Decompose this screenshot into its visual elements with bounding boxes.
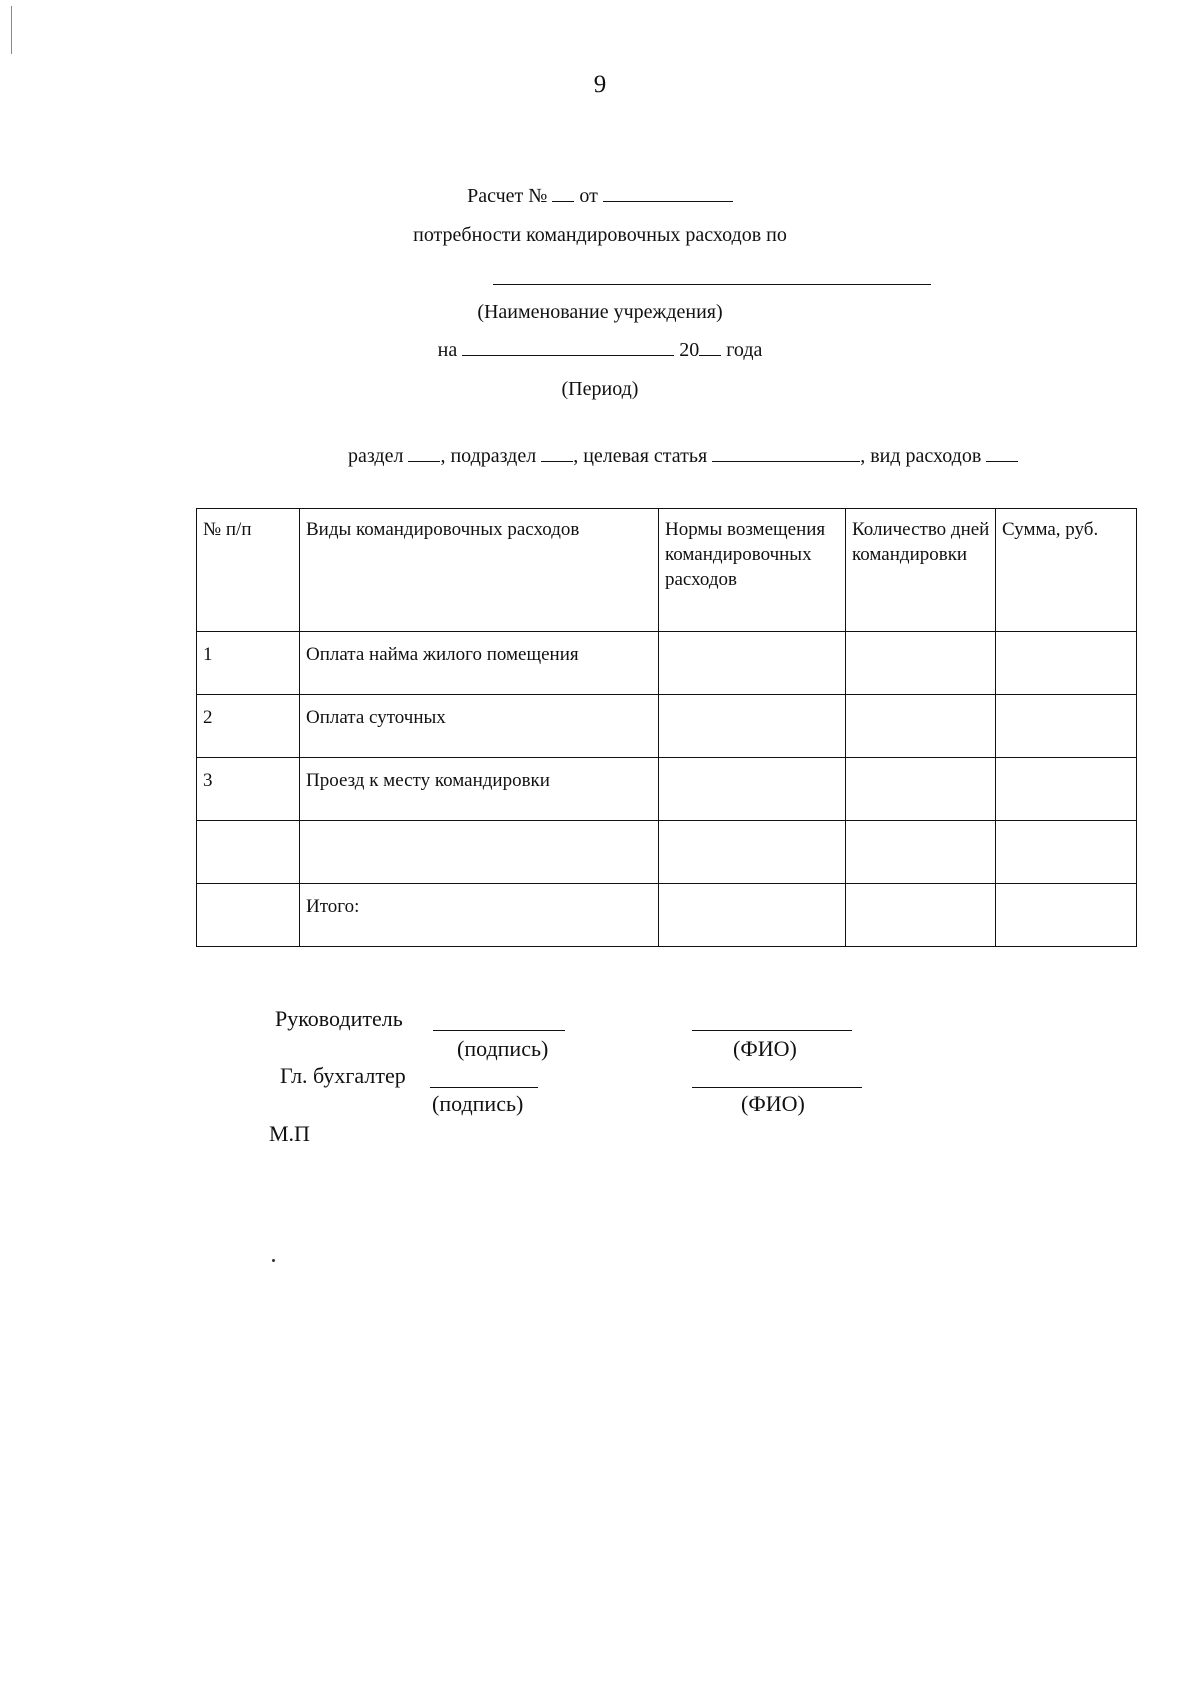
target-article-field[interactable] bbox=[712, 446, 860, 462]
column-header-days: Количество дней командировки bbox=[846, 509, 996, 632]
page-number: 9 bbox=[593, 71, 607, 98]
row-days-cell[interactable] bbox=[846, 632, 996, 695]
scan-edge-mark bbox=[11, 6, 12, 54]
column-header-expense-type: Виды командировочных расходов bbox=[300, 509, 659, 632]
column-header-number: № п/п bbox=[197, 509, 300, 632]
period-line bbox=[0, 340, 1200, 360]
calculation-title bbox=[0, 186, 1200, 206]
institution-name-field[interactable] bbox=[493, 284, 931, 285]
head-label: Руководитель bbox=[275, 1006, 403, 1031]
head-signature-field[interactable] bbox=[433, 1030, 565, 1031]
accountant-signature-caption: (подпись) bbox=[432, 1091, 524, 1116]
accountant-label: Гл. бухгалтер bbox=[280, 1063, 406, 1088]
total-amount-cell[interactable] bbox=[996, 884, 1137, 947]
period-prefix: на bbox=[437, 339, 458, 361]
budget-classification-line bbox=[348, 446, 1018, 466]
column-header-norms: Нормы возмещения командировочных расходов bbox=[659, 509, 846, 632]
section-field[interactable] bbox=[408, 446, 440, 462]
total-row-number bbox=[197, 884, 300, 947]
stamp-label: М.П bbox=[269, 1121, 310, 1146]
accountant-signature-field[interactable] bbox=[430, 1087, 538, 1088]
accountant-name-field[interactable] bbox=[692, 1087, 862, 1088]
row-expense-type: Оплата суточных bbox=[300, 695, 659, 758]
total-days-cell[interactable] bbox=[846, 884, 996, 947]
table-row bbox=[197, 632, 1137, 695]
calculation-number-field[interactable] bbox=[552, 186, 574, 202]
row-amount-cell[interactable] bbox=[996, 821, 1137, 884]
row-expense-type: Проезд к месту командировки bbox=[300, 758, 659, 821]
column-header-amount: Сумма, руб. bbox=[996, 509, 1137, 632]
head-signature-caption: (подпись) bbox=[457, 1036, 549, 1061]
calculation-date-field[interactable] bbox=[603, 186, 733, 202]
total-norms-cell[interactable] bbox=[659, 884, 846, 947]
row-norms-cell[interactable] bbox=[659, 695, 846, 758]
row-number: 1 bbox=[197, 632, 300, 695]
row-number: 2 bbox=[197, 695, 300, 758]
row-days-cell[interactable] bbox=[846, 695, 996, 758]
section-label: раздел bbox=[348, 445, 404, 467]
calculation-from-label: от bbox=[579, 185, 598, 207]
row-norms-cell[interactable] bbox=[659, 821, 846, 884]
subsection-field[interactable] bbox=[541, 446, 573, 462]
table-header-row bbox=[197, 509, 1137, 632]
expense-type-field[interactable] bbox=[986, 446, 1018, 462]
travel-expenses-table bbox=[196, 508, 1137, 947]
period-caption: (Период) bbox=[561, 378, 639, 400]
row-amount-cell[interactable] bbox=[996, 632, 1137, 695]
period-field[interactable] bbox=[462, 340, 674, 356]
head-name-field[interactable] bbox=[692, 1030, 852, 1031]
row-days-cell[interactable] bbox=[846, 758, 996, 821]
row-expense-type: Оплата найма жилого помещения bbox=[300, 632, 659, 695]
calculation-subtitle: потребности командировочных расходов по bbox=[413, 224, 787, 246]
table-row bbox=[197, 695, 1137, 758]
row-expense-type[interactable] bbox=[300, 821, 659, 884]
period-year-field[interactable] bbox=[699, 340, 721, 356]
expense-type-label: , вид расходов bbox=[860, 445, 982, 467]
row-amount-cell[interactable] bbox=[996, 758, 1137, 821]
period-year-prefix: 20 bbox=[679, 339, 700, 361]
table-row bbox=[197, 821, 1137, 884]
row-number[interactable] bbox=[197, 821, 300, 884]
row-days-cell[interactable] bbox=[846, 821, 996, 884]
row-norms-cell[interactable] bbox=[659, 758, 846, 821]
row-amount-cell[interactable] bbox=[996, 695, 1137, 758]
subsection-label: , подраздел bbox=[440, 445, 537, 467]
scan-dot bbox=[272, 1259, 275, 1262]
row-number: 3 bbox=[197, 758, 300, 821]
accountant-name-caption: (ФИО) bbox=[741, 1091, 805, 1116]
calculation-title-prefix: Расчет № bbox=[467, 185, 548, 207]
period-suffix: года bbox=[726, 339, 763, 361]
total-label: Итого: bbox=[300, 884, 659, 947]
target-article-label: , целевая статья bbox=[573, 445, 708, 467]
table-total-row bbox=[197, 884, 1137, 947]
institution-caption: (Наименование учреждения) bbox=[477, 301, 723, 323]
table-row bbox=[197, 758, 1137, 821]
head-name-caption: (ФИО) bbox=[733, 1036, 797, 1061]
row-norms-cell[interactable] bbox=[659, 632, 846, 695]
